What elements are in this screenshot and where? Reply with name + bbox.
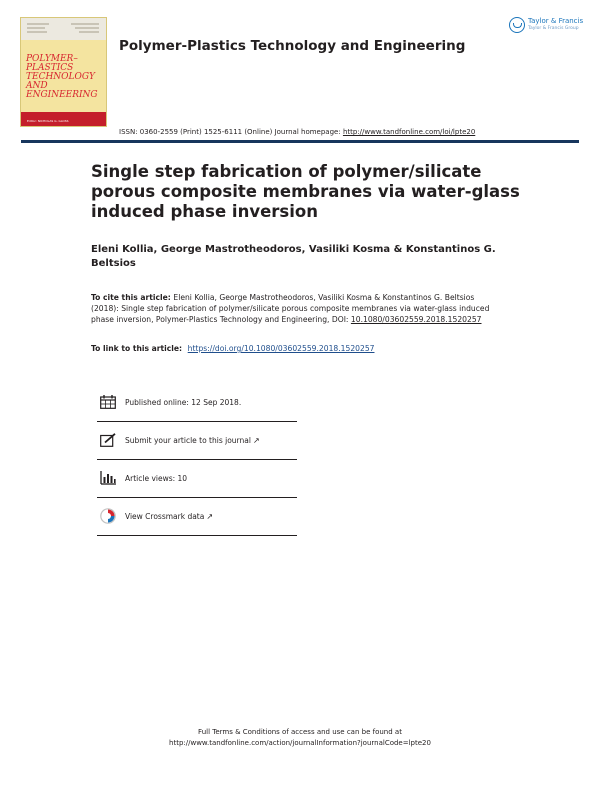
citation-doi[interactable]: 10.1080/03602559.2018.1520257 xyxy=(350,315,482,324)
article-link-row xyxy=(91,344,374,353)
view-crossmark-link[interactable]: View Crossmark data ↗ xyxy=(125,512,214,521)
issn-line xyxy=(119,128,475,136)
cover-header-bar xyxy=(21,18,106,40)
citation-text: Eleni Kollia, George Mastrotheodoros, Vasiliki Kosma & Konstantinos G. Beltsios (2018): Single step fabrication of polymer/silicate porous composite membranes via water-glass induced phase inversion, Polymer-Plastics Technology and Engineering, DOI: xyxy=(91,293,490,324)
cover-footer xyxy=(21,112,106,126)
cover-editor: Editor: NICHOLAS G. GLOSS xyxy=(27,119,69,123)
published-row xyxy=(97,383,297,422)
journal-title: Polymer-Plastics Technology and Engineering xyxy=(119,38,466,54)
article-authors: Eleni Kollia, George Mastrotheodoros, Vasiliki Kosma & Konstantinos G. Beltsios xyxy=(91,244,496,269)
crossmark-row[interactable] xyxy=(97,497,297,536)
taylor-francis-logo-icon xyxy=(509,17,525,33)
crossmark-icon xyxy=(100,508,116,524)
link-label: To link to this article: xyxy=(91,344,185,353)
issn-text: ISSN: 0360-2559 (Print) 1525-6111 (Online) Journal homepage: xyxy=(119,128,343,136)
views-row xyxy=(97,459,297,498)
footer-terms-link[interactable]: http://www.tandfonline.com/action/journalInformation?journalCode=lpte20 xyxy=(169,739,431,747)
article-title: Single step fabrication of polymer/silicate porous composite membranes via water-glass induced phase inversion xyxy=(91,162,520,221)
header-divider xyxy=(21,140,579,143)
calendar-icon xyxy=(100,395,116,409)
cover-title: POLYMER–PLASTICS TECHNOLOGY AND ENGINEERING xyxy=(26,54,98,100)
citation-block xyxy=(91,292,501,325)
external-link-icon: ↗ xyxy=(206,512,214,521)
footer-line1: Full Terms & Conditions of access and use can be found at xyxy=(198,728,402,736)
submit-row[interactable] xyxy=(97,421,297,460)
terms-footer xyxy=(0,727,600,749)
citation-label: To cite this article: xyxy=(91,293,174,302)
journal-cover-image xyxy=(20,17,107,127)
edit-pencil-icon xyxy=(100,433,116,447)
submit-article-link[interactable]: Submit your article to this journal ↗ xyxy=(125,436,260,445)
external-link-icon: ↗ xyxy=(252,436,260,445)
logo-line1: Taylor & Francis xyxy=(528,17,584,25)
bar-chart-icon xyxy=(100,471,116,485)
journal-homepage-link[interactable]: http://www.tandfonline.com/loi/lpte20 xyxy=(342,128,476,136)
article-doi-link[interactable]: https://doi.org/10.1080/03602559.2018.1520257 xyxy=(187,344,375,353)
logo-line2: Taylor & Francis Group xyxy=(528,26,579,31)
publisher-logo[interactable] xyxy=(509,16,585,36)
article-views: Article views: 10 xyxy=(125,474,188,483)
published-date: Published online: 12 Sep 2018. xyxy=(125,398,242,407)
